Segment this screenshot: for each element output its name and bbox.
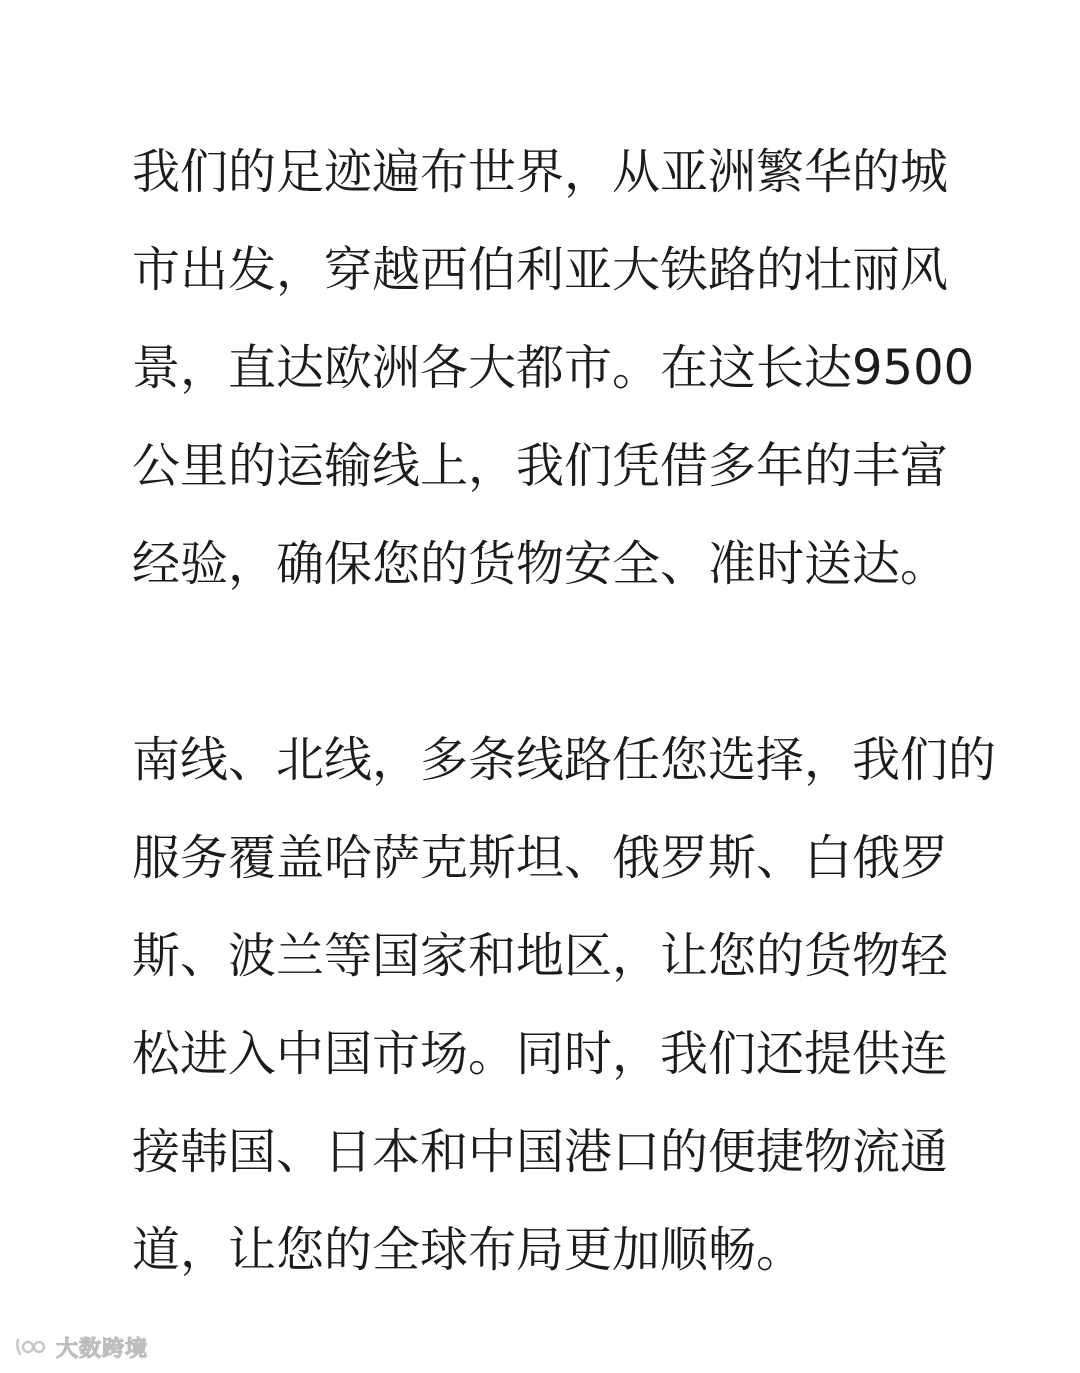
paragraph-1-line-3: 景，直达欧洲各大都市。在这长达9500 xyxy=(132,340,975,396)
paragraph-2-line-3: 斯、波兰等国家和地区，让您的货物轻 xyxy=(132,928,949,984)
paragraph-1-line-1: 我们的足迹遍布世界，从亚洲繁华的城 xyxy=(132,144,949,200)
paragraph-2-line-1: 南线、北线，多条线路任您选择，我们的 xyxy=(132,732,997,788)
paragraph-2-line-2: 服务覆盖哈萨克斯坦、俄罗斯、白俄罗 xyxy=(132,830,949,886)
brand-logo-icon xyxy=(14,1334,48,1360)
paragraph-2-line-4: 松进入中国市场。同时，我们还提供连 xyxy=(132,1026,949,1082)
paragraph-2-line-5: 接韩国、日本和中国港口的便捷物流通 xyxy=(132,1124,949,1180)
watermark-text: 大数跨境 xyxy=(56,1336,149,1362)
paragraph-1-line-2: 市出发，穿越西伯利亚大铁路的壮丽风 xyxy=(132,242,949,298)
watermark xyxy=(14,1330,148,1364)
paragraph-2-line-6: 道，让您的全球布局更加顺畅。 xyxy=(132,1222,805,1278)
paragraph-1-line-4: 公里的运输线上，我们凭借多年的丰富 xyxy=(132,438,949,494)
paragraph-1-line-5: 经验，确保您的货物安全、准时送达。 xyxy=(132,536,949,592)
